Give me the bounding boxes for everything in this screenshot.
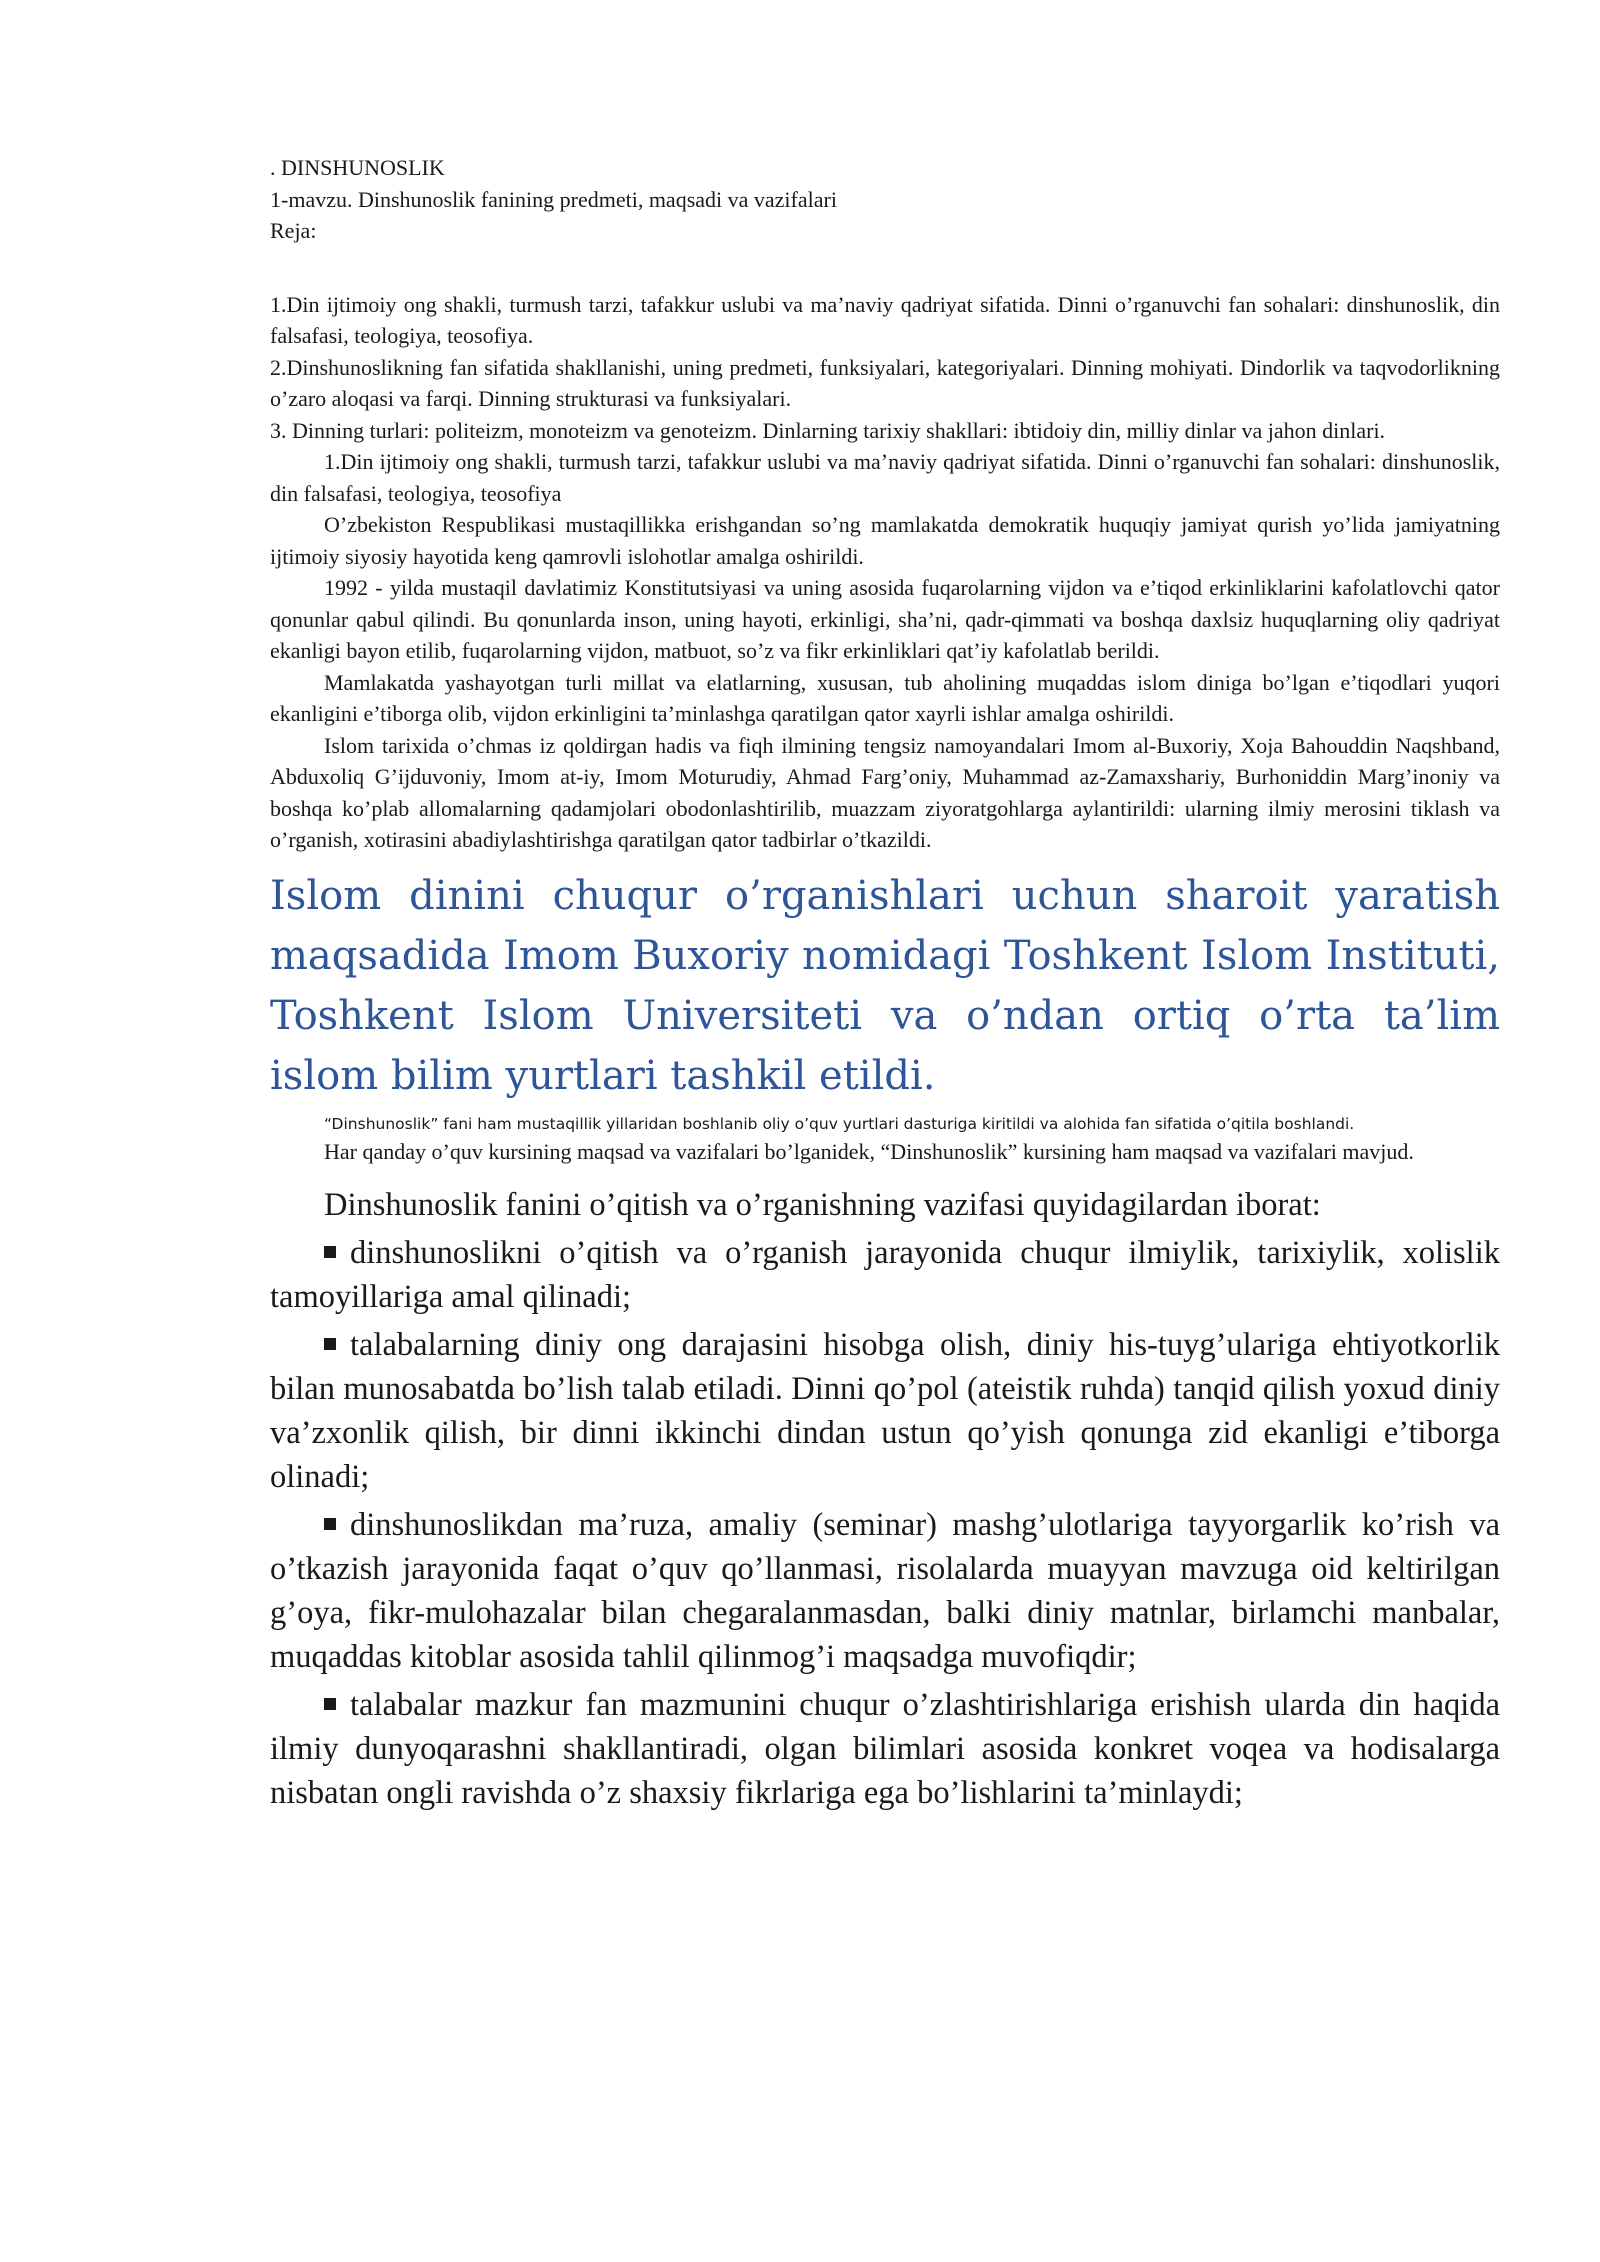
paragraph-1: 1.Din ijtimoiy ong shakli, turmush tarzi, tafakkur uslubi va ma’naviy qadriyat sifatida. Dinni o’rganuvchi fan sohalari: dinshunoslik, din falsafasi, teologiya, teosofiya: [270, 449, 1500, 506]
plan-item-2: 2.Dinshunoslikning fan sifatida shakllanishi, uning predmeti, funksiyalari, kategoriyalari. Dinning mohiyati. Dindorlik va taqvodorlikning o’zaro aloqasi va farqi. Dinning strukturasi va funksiyalari.: [270, 354, 1500, 411]
paragraph-5: Islom tarixida o’chmas iz qoldirgan hadis va fiqh ilmining tengsiz namoyandalari Imom al-Buxoriy, Xoja Bahouddin Naqshband, Abduxoliq G’ijduvoniy, Imom at-iy, Imom Moturudiy, Ahmad Farg’oniy, Muhammad az-Zamaxshariy, Burhoniddin Marg’inoniy va boshqa ko’plab allomalarning qadamjolari obodonlashtirilib, muazzam ziyoratgohlarga aylantirildi: ularning ilmiy merosini tiklash va o’rganish, xotirasini abadiylashtirishga qaratilgan qator tadbirlar o’tkazildi.: [270, 732, 1500, 852]
document-title: . DINSHUNOSLIK: [270, 155, 445, 180]
task-item-2: [270, 1323, 1500, 1499]
plan-label: Reja:: [270, 218, 317, 243]
spacer: [270, 247, 1500, 289]
footnote-text: “Dinshunoslik” fani ham mustaqillik yillaridan boshlanib oliy o’quv yurtlari dasturiga kiritildi va alohida fan sifatida o’qitila boshlandi.: [324, 1114, 1355, 1133]
document-body: [270, 152, 1500, 1815]
task-text: dinshunoslikni o’qitish va o’rganish jarayonida chuqur ilmiylik, tarixiylik, xolislik tamoyillariga amal qilinadi;: [270, 1235, 1500, 1315]
square-bullet-icon: [324, 1698, 336, 1710]
task-text: dinshunoslikdan ma’ruza, amaliy (seminar) mashg’ulotlariga tayyorgarlik ko’rish va o’tkazish jarayonida faqat o’quv qo’llanmasi, risolalarda muayyan mavzuga oid keltirilgan g’oya, fikr-mulohazalar bilan chegaralanmasdan, balki diniy matnlar, birlamchi manbalar, muqaddas kitoblar asosida tahlil qilinmog’i maqsadga muvofiqdir;: [270, 1507, 1500, 1675]
task-item-4: [270, 1683, 1500, 1815]
plan-item-1: 1.Din ijtimoiy ong shakli, turmush tarzi, tafakkur uslubi va ma’naviy qadriyat sifatida. Dinni o’rganuvchi fan sohalari: dinshunoslik, din falsafasi, teologiya, teosofiya.: [270, 291, 1500, 348]
paragraph-2: O’zbekiston Respublikasi mustaqillikka erishgandan so’ng mamlakatda demokratik huquqiy jamiyat qurish yo’lida jamiyatning ijtimoiy siyosiy hayotida keng qamrovli islohotlar amalga oshirildi.: [270, 512, 1500, 569]
task-text: talabalar mazkur fan mazmunini chuqur o’zlashtirishlariga erishish ularda din haqida ilmiy dunyoqarashni shakllantiradi, olgan bilimlari asosida konkret voqea va hodisalarga nisbatan ongli ravishda o’z shaxsiy fikrlariga ega bo’lishlarini ta’minlaydi;: [270, 1687, 1500, 1811]
paragraph-4: Mamlakatda yashayotgan turli millat va elatlarning, xususan, tub aholining muqaddas islom diniga bo’lgan e’tiqodlari yuqori ekanligini e’tiborga olib, vijdon erkinligini ta’minlashga qaratilgan qator xayrli ishlar amalga oshirildi.: [270, 669, 1500, 726]
square-bullet-icon: [324, 1246, 336, 1258]
task-text: talabalarning diniy ong darajasini hisobga olish, diniy his-tuyg’ulariga ehtiyotkorlik bilan munosabatda bo’lish talab etiladi. Dinni qo’pol (ateistik ruhda) tanqid qilish yoxud diniy va’zxonlik qilish, bir dinni ikkinchi dindan ustun qo’yish qonunga zid ekanligi e’tiborga olinadi;: [270, 1327, 1500, 1495]
goal-paragraph: Har qanday o’quv kursining maqsad va vazifalari bo’lganidek, “Dinshunoslik” kursining ham maqsad va vazifalari mavjud.: [324, 1138, 1414, 1164]
tasks-intro: Dinshunoslik fanini o’qitish va o’rganishning vazifasi quyidagilardan iborat:: [324, 1187, 1321, 1223]
square-bullet-icon: [324, 1518, 336, 1530]
paragraph-3: 1992 - yilda mustaqil davlatimiz Konstitutsiyasi va uning asosida fuqarolarning vijdon va e’tiqod erkinliklarini kafolatlovchi qator qonunlar qabul qilindi. Bu qonunlarda inson, uning hayoti, erkinligi, sha’ni, qadr-qimmati va boshqa daxlsiz huquqlarning oliy qadriyat ekanligi bayon etilib, fuqarolarning vijdon, matbuot, so’z va fikr erkinliklari qat’iy kafolatlab berildi.: [270, 575, 1500, 663]
plan-item-3: 3. Dinning turlari: politeizm, monoteizm va genoteizm. Dinlarning tarixiy shakllari: ibtidoiy din, milliy dinlar va jahon dinlari.: [270, 417, 1386, 443]
task-item-3: [270, 1503, 1500, 1679]
topic-title: 1-mavzu. Dinshunoslik fanining predmeti, maqsadi va vazifalari: [270, 186, 837, 212]
square-bullet-icon: [324, 1338, 336, 1350]
task-item-1: [270, 1231, 1500, 1319]
highlight-heading: Islom dinini chuqur o’rganishlari uchun sharoit yaratish maqsadida Imom Buxoriy nomidagi Toshkent Islom Instituti, Toshkent Islom Universiteti va o’ndan ortiq o’rta ta’lim islom bilim yurtlari tashkil etildi.: [270, 872, 1500, 1099]
